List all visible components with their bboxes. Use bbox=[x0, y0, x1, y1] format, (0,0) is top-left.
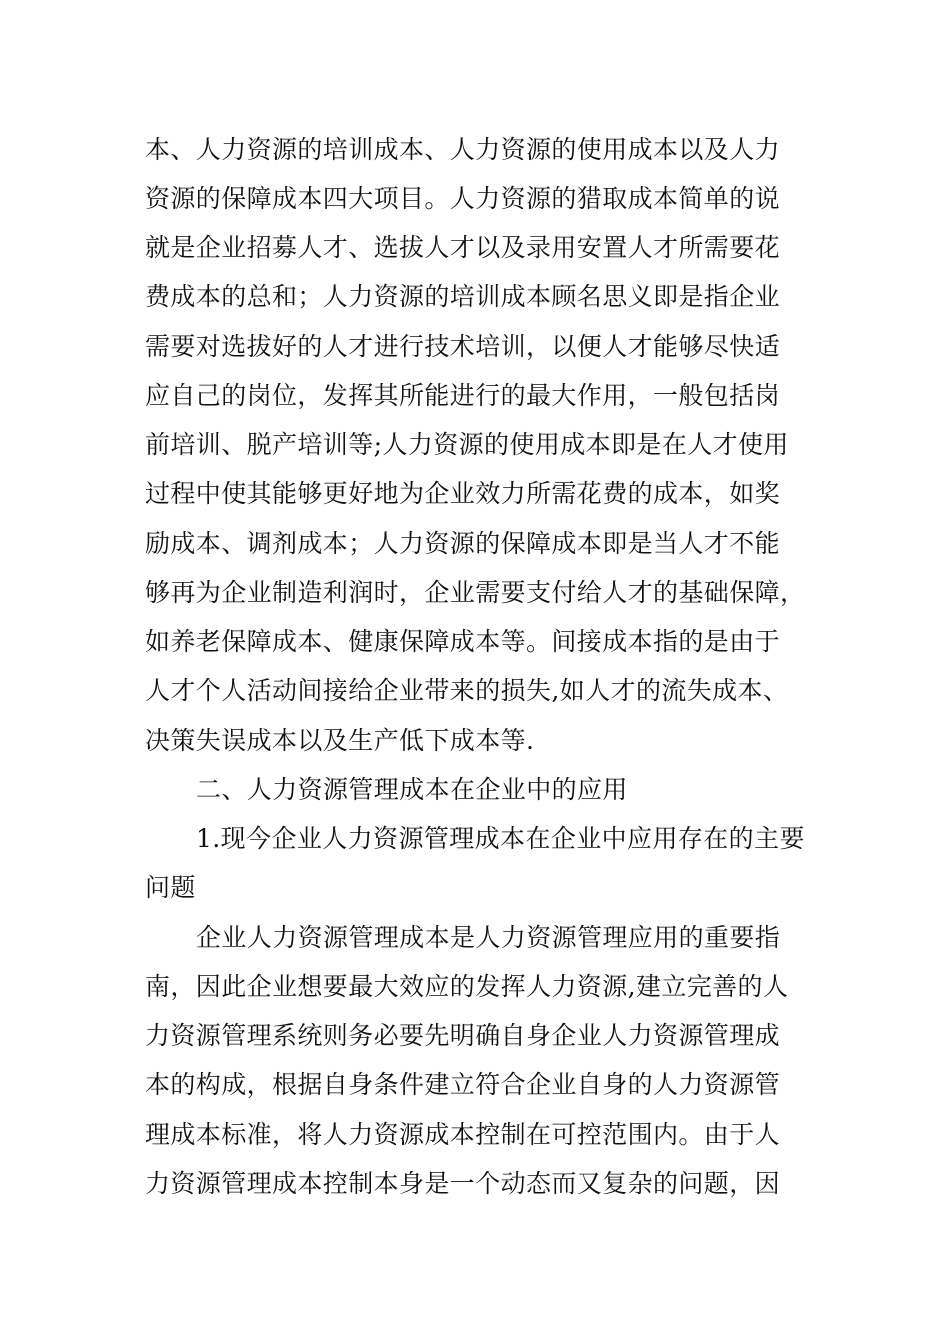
text-line: 前培训、脱产培训等;人力资源的使用成本即是在人才使用 bbox=[145, 430, 789, 459]
text-line: 够再为企业制造利润时，企业需要支付给人才的基础保障， bbox=[145, 578, 806, 607]
text-line: 需要对选拔好的人才进行技术培训，以便人才能够尽快适 bbox=[145, 332, 781, 361]
text-line: 应自己的岗位，发挥其所能进行的最大作用，一般包括岗 bbox=[145, 381, 781, 410]
section-heading: 二、人力资源管理成本在企业中的应用 bbox=[196, 775, 628, 804]
subsection-heading: 1.现今企业人力资源管理成本在企业中应用存在的主要 bbox=[196, 824, 805, 853]
text-line: 资源的保障成本四大项目。人力资源的猎取成本简单的说 bbox=[145, 184, 781, 213]
text-line: 南，因此企业想要最大效应的发挥人力资源,建立完善的人 bbox=[145, 972, 789, 1001]
text-line: 力资源管理成本控制本身是一个动态而又复杂的问题，因 bbox=[145, 1169, 781, 1198]
text-line: 如养老保障成本、健康保障成本等。间接成本指的是由于 bbox=[145, 627, 781, 656]
text-line: 励成本、调剂成本；人力资源的保障成本即是当人才不能 bbox=[145, 529, 781, 558]
text-line: 企业人力资源管理成本是人力资源管理应用的重要指 bbox=[196, 923, 781, 952]
text-line: 理成本标准，将人力资源成本控制在可控范围内。由于人 bbox=[145, 1120, 781, 1149]
text-line: 人才个人活动间接给企业带来的损失,如人才的流失成本、 bbox=[145, 676, 789, 705]
text-line: 费成本的总和；人力资源的培训成本顾名思义即是指企业 bbox=[145, 282, 781, 311]
text-line: 决策失误成本以及生产低下成本等. bbox=[145, 726, 535, 755]
subsection-heading-continued: 问题 bbox=[145, 873, 196, 902]
text-line: 力资源管理系统则务必要先明确自身企业人力资源管理成 bbox=[145, 1021, 781, 1050]
text-line: 就是企业招募人才、选拔人才以及录用安置人才所需要花 bbox=[145, 233, 781, 262]
text-line: 过程中使其能够更好地为企业效力所需花费的成本，如奖 bbox=[145, 479, 781, 508]
text-line: 本的构成，根据自身条件建立符合企业自身的人力资源管 bbox=[145, 1070, 781, 1099]
text-line: 本、人力资源的培训成本、人力资源的使用成本以及人力 bbox=[145, 135, 781, 164]
